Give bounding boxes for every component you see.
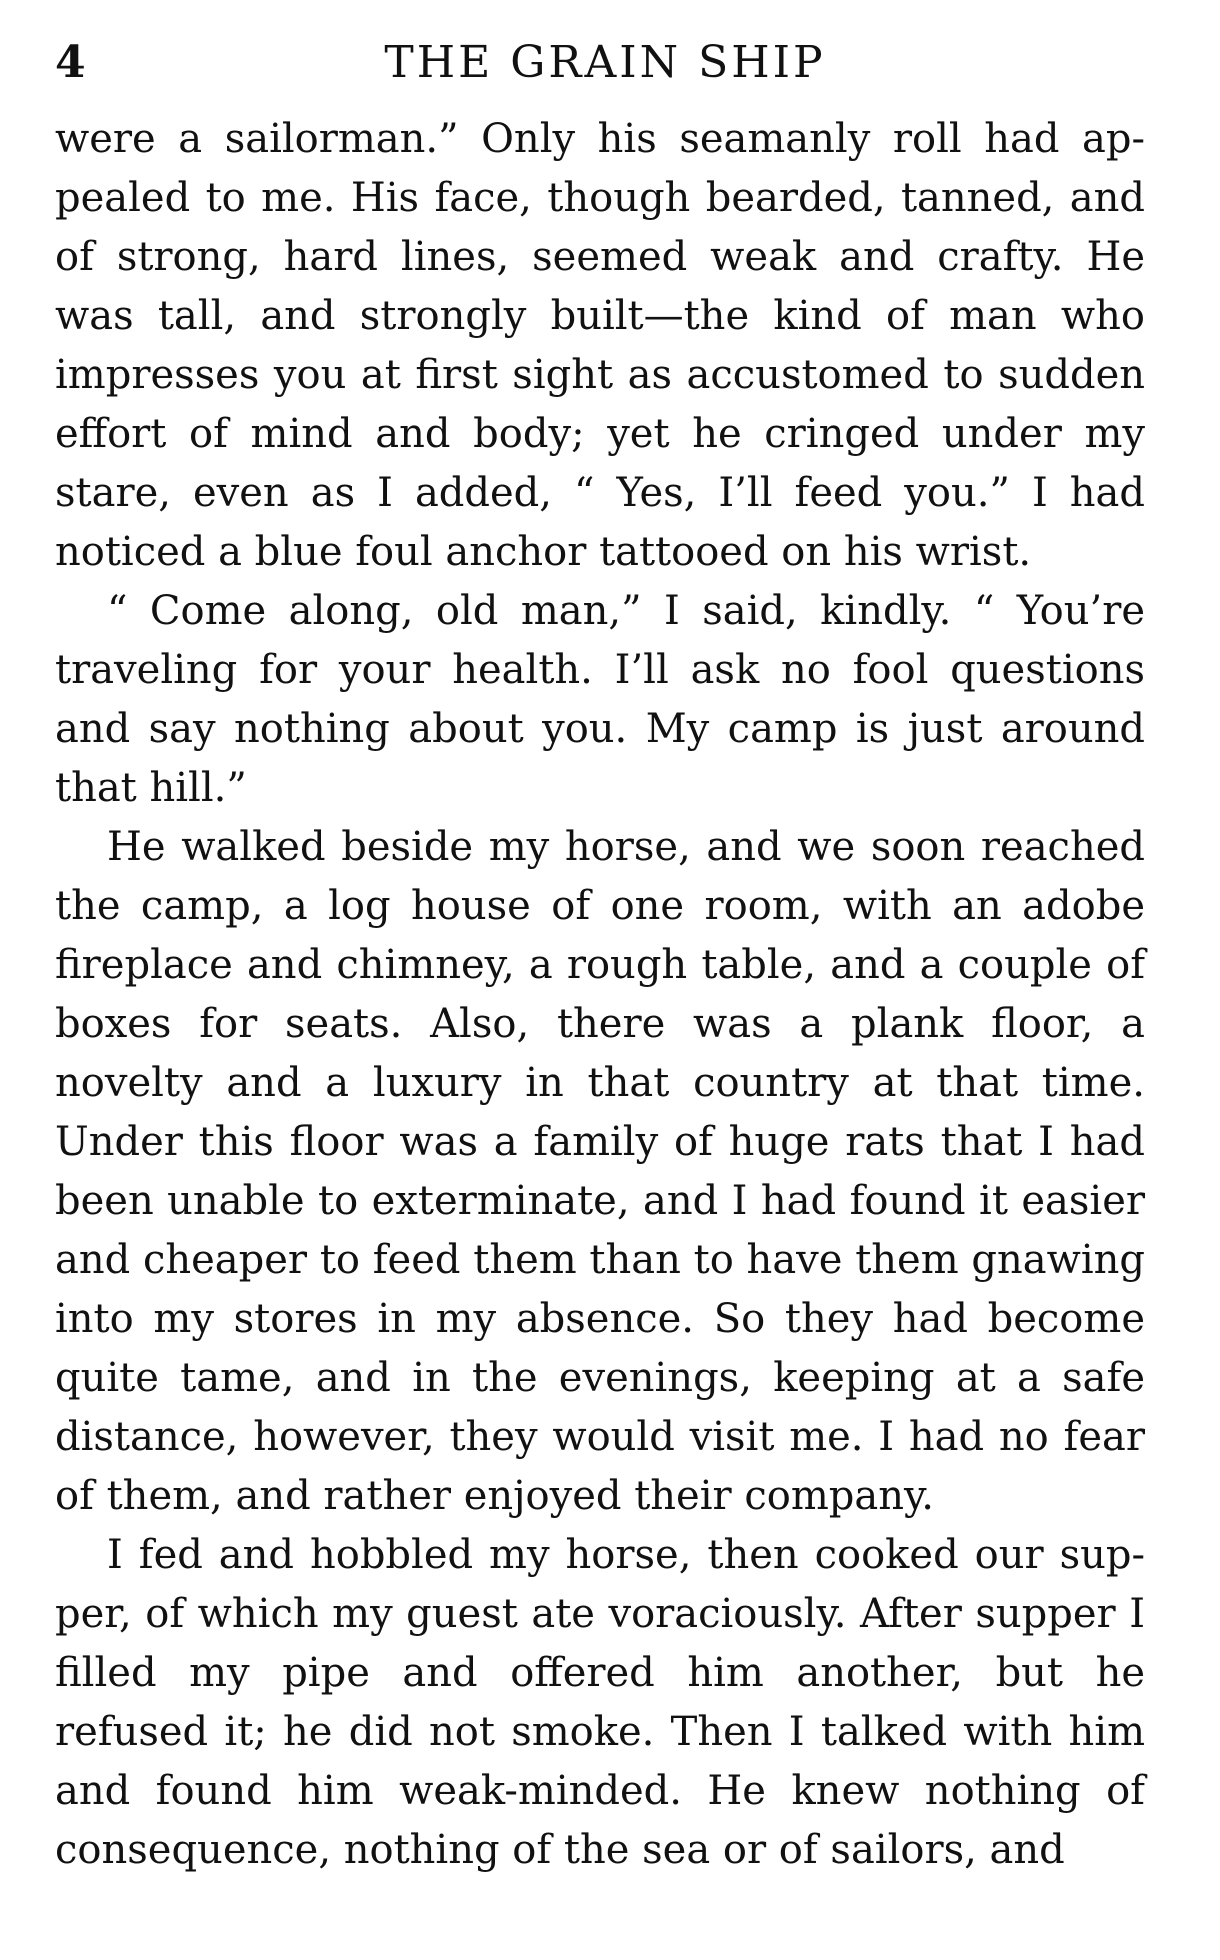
paragraph: He walked beside my horse, and we soon reached the camp, a log house of one room, with an adobe fireplace and chimney, a rough table, and a couple of boxes for seats. Also, there was a plank floor, a novelty and a luxury in that country at that time. Under this floor was a family of huge rats that I had been unable to exterminate, and I had found it easier and cheaper to feed them than to have them gnawing into my stores in my absence. So they had become quite tame, and in the evenings, keeping at a safe distance, however, they would visit me. I had no fear of them, and rather enjoyed their company. [55, 824, 1145, 1519]
running-head [55, 28, 1145, 98]
body-text [55, 110, 1145, 1880]
page-number: 4 [55, 37, 86, 88]
paragraph-continued: were a sailorman.” Only his seamanly roll had appealed to me. His face, though bearded, tanned, and of strong, hard lines, seemed weak and crafty. He was tall, and strongly built—the kind of man who impresses you at first sight as accustomed to sudden effort of mind and body; yet he cringed under my stare, even as I added, “ Yes, I’ll feed you.” I had noticed a blue foul anchor tattooed on his wrist. [55, 116, 1145, 575]
paragraph: I fed and hobbled my horse, then cooked our supper, of which my guest ate voraciously. After supper I filled my pipe and offered him another, but he refused it; he did not smoke. Then I talked with him and found him weak-minded. He knew nothing of consequence, nothing of the sea or of sailors, and [55, 1532, 1145, 1873]
paragraph: “ Come along, old man,” I said, kindly. “ You’re traveling for your health. I’ll ask no fool questions and say nothing about you. My camp is just around that hill.” [55, 588, 1145, 811]
running-title: THE GRAIN SHIP [384, 37, 826, 88]
